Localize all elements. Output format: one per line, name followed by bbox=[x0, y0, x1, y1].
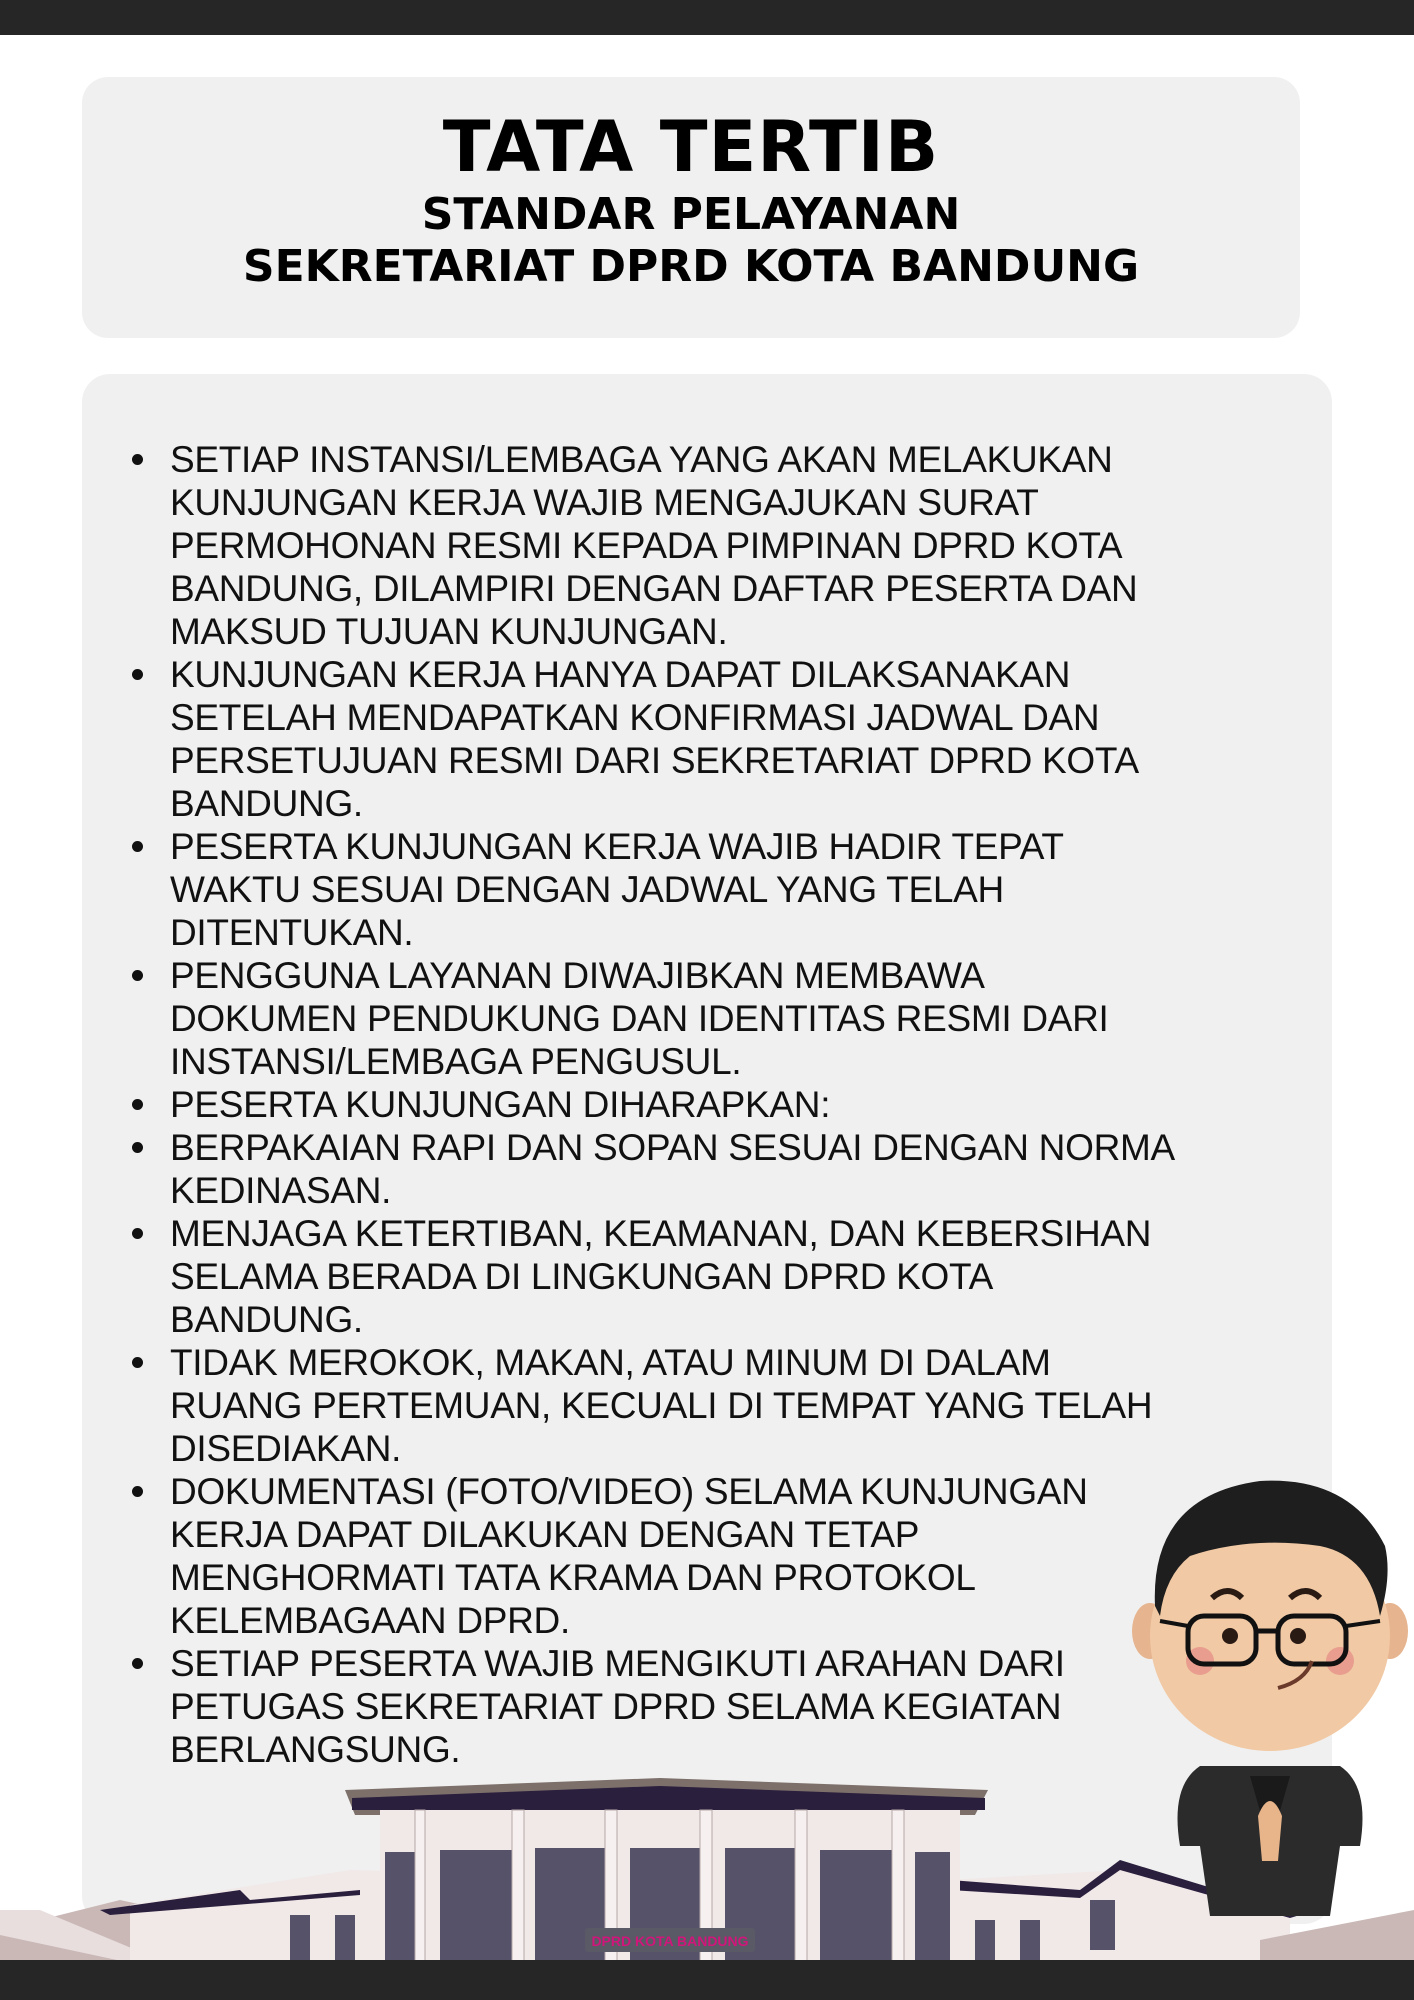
bullet-icon bbox=[132, 1486, 143, 1497]
rule-item bbox=[82, 1341, 1175, 1470]
rule-text-line: KEDINASAN. bbox=[170, 1170, 392, 1211]
rule-item bbox=[82, 1083, 1175, 1126]
header-card bbox=[82, 77, 1300, 338]
rule-text-line: INSTANSI/LEMBAGA PENGUSUL. bbox=[170, 1041, 742, 1082]
rule-text-line: BERPAKAIAN RAPI DAN SOPAN SESUAI DENGAN NORMA bbox=[170, 1127, 1175, 1168]
rule-text-line: BANDUNG. bbox=[170, 783, 363, 824]
bullet-icon bbox=[132, 669, 143, 680]
rule-item bbox=[82, 1470, 1175, 1642]
rule-item bbox=[82, 438, 1175, 653]
page-title: TATA TERTIB bbox=[442, 106, 940, 188]
rule-text-line: PESERTA KUNJUNGAN DIHARAPKAN: bbox=[170, 1084, 831, 1125]
building-sign: DPRD KOTA BANDUNG bbox=[591, 1933, 749, 1949]
rule-item bbox=[82, 1212, 1175, 1341]
bullet-icon bbox=[132, 970, 143, 981]
bullet-icon bbox=[132, 1099, 143, 1110]
rule-text-line: KELEMBAGAAN DPRD. bbox=[170, 1600, 570, 1641]
rule-text-line: SETIAP INSTANSI/LEMBAGA YANG AKAN MELAKUKAN bbox=[170, 439, 1113, 480]
rule-item bbox=[82, 653, 1175, 825]
bullet-icon bbox=[132, 1142, 143, 1153]
rule-text-line: PESERTA KUNJUNGAN KERJA WAJIB HADIR TEPAT bbox=[170, 826, 1064, 867]
rule-text-line: PENGGUNA LAYANAN DIWAJIBKAN MEMBAWA bbox=[170, 955, 985, 996]
rule-text-line: TIDAK MEROKOK, MAKAN, ATAU MINUM DI DALAM bbox=[170, 1342, 1051, 1383]
bullet-icon bbox=[132, 454, 143, 465]
rule-text-line: WAKTU SESUAI DENGAN JADWAL YANG TELAH bbox=[170, 869, 1004, 910]
rule-text-line: MAKSUD TUJUAN KUNJUNGAN. bbox=[170, 611, 728, 652]
bullet-icon bbox=[132, 1228, 143, 1239]
subtitle-line-2: SEKRETARIAT DPRD KOTA BANDUNG bbox=[242, 241, 1140, 292]
rule-text-line: PERMOHONAN RESMI KEPADA PIMPINAN DPRD KOTA bbox=[170, 525, 1123, 566]
rules-list bbox=[82, 438, 1175, 1771]
rule-text-line: SETELAH MENDAPATKAN KONFIRMASI JADWAL DAN bbox=[170, 697, 1100, 738]
mascot-character-illustration bbox=[1130, 1466, 1414, 1926]
rule-text-line: SELAMA BERADA DI LINGKUNGAN DPRD KOTA bbox=[170, 1256, 993, 1297]
rule-text-line: DOKUMEN PENDUKUNG DAN IDENTITAS RESMI DARI bbox=[170, 998, 1109, 1039]
rule-text-line: BANDUNG. bbox=[170, 1299, 363, 1340]
rule-text-line: BERLANGSUNG. bbox=[170, 1729, 461, 1770]
rule-text-line: MENGHORMATI TATA KRAMA DAN PROTOKOL bbox=[170, 1557, 976, 1598]
rule-text-line: PERSETUJUAN RESMI DARI SEKRETARIAT DPRD KOTA bbox=[170, 740, 1139, 781]
rule-text-line: DOKUMENTASI (FOTO/VIDEO) SELAMA KUNJUNGAN bbox=[170, 1471, 1088, 1512]
rule-text-line: SETIAP PESERTA WAJIB MENGIKUTI ARAHAN DARI bbox=[170, 1643, 1065, 1684]
rule-text-line: DISEDIAKAN. bbox=[170, 1428, 402, 1469]
subtitle-line-1: STANDAR PELAYANAN bbox=[421, 189, 961, 240]
rule-text-line: BANDUNG, DILAMPIRI DENGAN DAFTAR PESERTA DAN bbox=[170, 568, 1138, 609]
rule-item bbox=[82, 1126, 1175, 1212]
rule-text-line: KUNJUNGAN KERJA WAJIB MENGAJUKAN SURAT bbox=[170, 482, 1039, 523]
bottom-bar bbox=[0, 1960, 1414, 2000]
rule-text-line: DITENTUKAN. bbox=[170, 912, 414, 953]
rule-text-line: RUANG PERTEMUAN, KECUALI DI TEMPAT YANG TELAH bbox=[170, 1385, 1153, 1426]
rule-text-line: KERJA DAPAT DILAKUKAN DENGAN TETAP bbox=[170, 1514, 920, 1555]
bullet-icon bbox=[132, 841, 143, 852]
rule-text-line: MENJAGA KETERTIBAN, KEAMANAN, DAN KEBERSIHAN bbox=[170, 1213, 1152, 1254]
rule-item bbox=[82, 954, 1175, 1083]
rule-text-line: PETUGAS SEKRETARIAT DPRD SELAMA KEGIATAN bbox=[170, 1686, 1062, 1727]
rule-item bbox=[82, 1642, 1175, 1771]
rule-text-line: KUNJUNGAN KERJA HANYA DAPAT DILAKSANAKAN bbox=[170, 654, 1071, 695]
rule-item bbox=[82, 825, 1175, 954]
bullet-icon bbox=[132, 1357, 143, 1368]
bullet-icon bbox=[132, 1658, 143, 1669]
top-bar bbox=[0, 0, 1414, 35]
